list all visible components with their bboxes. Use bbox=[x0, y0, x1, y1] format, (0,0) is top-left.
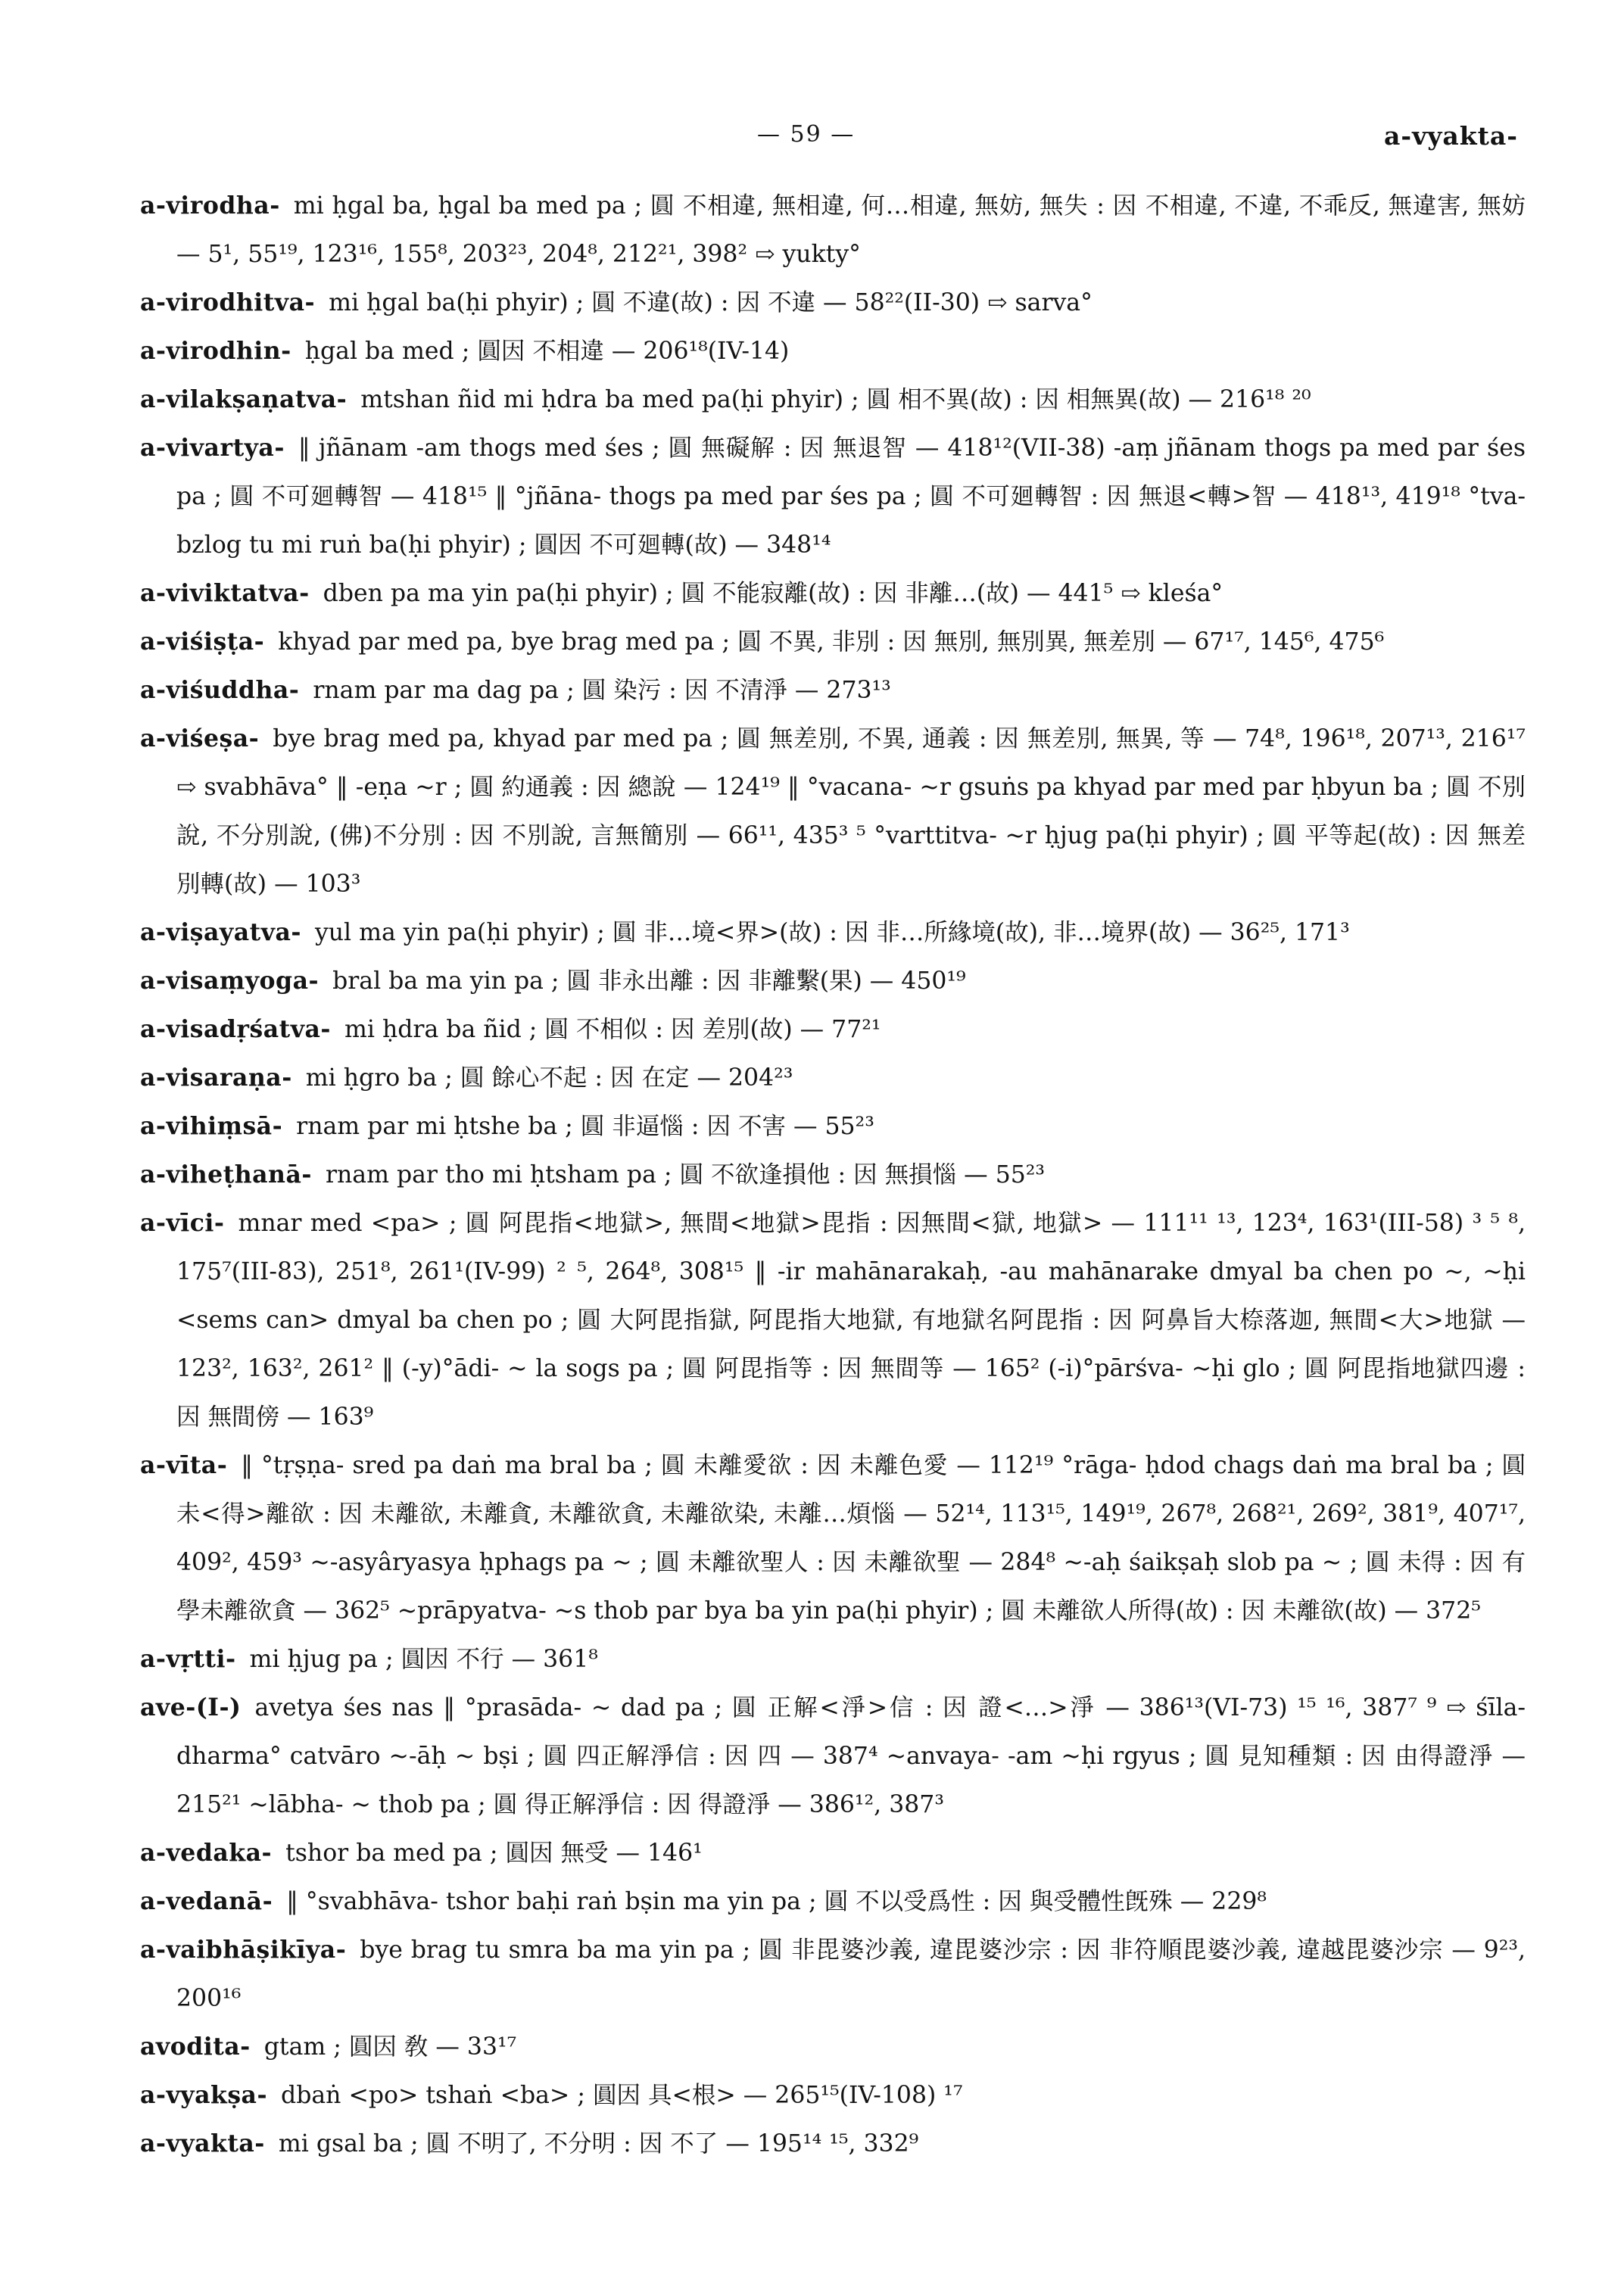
dictionary-entry bbox=[140, 2071, 1526, 2120]
dictionary-entry bbox=[140, 569, 1526, 618]
entry-headword: a-visaraṇa- bbox=[140, 1064, 292, 1092]
entry-headword: a-viviktatva- bbox=[140, 579, 310, 607]
dictionary-entry bbox=[140, 375, 1526, 424]
entry-body: tshor ba med pa ; 圓因 無受 — 146¹ bbox=[285, 1840, 703, 1867]
dictionary-entry bbox=[140, 1877, 1526, 1926]
dictionary-entries bbox=[140, 182, 1526, 2168]
entry-body: mi gsal ba ; 圓 不明了, 不分明 : 因 不了 — 195¹⁴ ¹⁵, 332⁹ bbox=[278, 2130, 919, 2157]
entry-body: mi ḥdra ba ñid ; 圓 不相似 : 因 差別(故) — 77²¹ bbox=[344, 1016, 881, 1043]
entry-headword: a-vedaka- bbox=[140, 1839, 273, 1867]
entry-body: bye brag med pa, khyad par med pa ; 圓 無差別, 不異, 通義 : 因 無差別, 無異, 等 — 74⁸, 196¹⁸, 207¹³, 216¹⁷ ⇨ svabhāva° ‖ -eṇa ~r ; 圓 約通義 : 因 總說 — 124¹⁹ ‖ °vacana- ~r gsuṅs pa khyad par med par ḥbyun ba ; 圓 不別說, 不分別說, (佛)不分別 : 因 不別說, 言無簡別 — 66¹¹, 435³ ⁵ °varttitva- ~r ḥjug pa(ḥi phyir) ; 圓 平等起(故) : 因 無差別轉(故) — 103³ bbox=[176, 725, 1526, 898]
entry-body: mi ḥgro ba ; 圓 餘心不起 : 因 在定 — 204²³ bbox=[305, 1064, 793, 1092]
entry-headword: a-viśuddha- bbox=[140, 676, 300, 704]
entry-headword: a-vṛtti- bbox=[140, 1645, 236, 1673]
entry-body: rnam par mi ḥtshe ba ; 圓 非逼惱 : 因 不害 — 55²³ bbox=[296, 1113, 874, 1140]
dictionary-entry bbox=[140, 666, 1526, 715]
entry-body: mi ḥgal ba(ḥi phyir) ; 圓 不違(故) : 因 不違 — 58²²(II-30) ⇨ sarva° bbox=[329, 289, 1093, 316]
entry-body: dbaṅ <po> tshaṅ <ba> ; 圓因 具<根> — 265¹⁵(IV-108) ¹⁷ bbox=[281, 2082, 963, 2109]
entry-headword: a-vedanā- bbox=[140, 1887, 273, 1915]
entry-headword: a-viṣayatva- bbox=[140, 918, 301, 946]
entry-body: khyad par med pa, bye brag med pa ; 圓 不異, 非別 : 因 無別, 無別異, 無差別 — 67¹⁷, 145⁶, 475⁶ bbox=[278, 628, 1385, 656]
dictionary-entry bbox=[140, 424, 1526, 569]
entry-body: bye brag tu smra ba ma yin pa ; 圓 非毘婆沙義, 違毘婆沙宗 : 因 非符順毘婆沙義, 違越毘婆沙宗 — 9²³, 200¹⁶ bbox=[176, 1936, 1526, 2012]
dictionary-entry bbox=[140, 1441, 1526, 1635]
dictionary-entry bbox=[140, 618, 1526, 666]
entry-headword: a-viheṭhanā- bbox=[140, 1161, 312, 1189]
dictionary-entry bbox=[140, 2023, 1526, 2071]
dictionary-entry bbox=[140, 1635, 1526, 1684]
dictionary-entry bbox=[140, 715, 1526, 908]
entry-body: mi ḥgal ba, ḥgal ba med pa ; 圓 不相違, 無相違, 何…相違, 無妨, 無失 : 因 不相違, 不違, 不乖反, 無違害, 無妨 — 5¹, 55¹⁹, 123¹⁶, 155⁸, 203²³, 204⁸, 212²¹, 398² ⇨ yukty° bbox=[176, 192, 1526, 268]
entry-headword: a-visaṃyoga- bbox=[140, 967, 320, 995]
entry-body: rnam par ma dag pa ; 圓 染污 : 因 不清淨 — 273¹³ bbox=[313, 677, 891, 704]
entry-headword: a-vīci- bbox=[140, 1209, 225, 1237]
dictionary-entry bbox=[140, 327, 1526, 375]
dictionary-entry bbox=[140, 1199, 1526, 1441]
dictionary-entry bbox=[140, 182, 1526, 279]
entry-body: ‖ jñānam -am thogs med śes ; 圓 無礙解 : 因 無退智 — 418¹²(VII-38) -aṃ jñānam thogs pa med par śes pa ; 圓 不可廻轉智 — 418¹⁵ ‖ °jñāna- thogs pa med par śes pa ; 圓 不可廻轉智 : 因 無退<轉>智 — 418¹³, 419¹⁸ °tva- bzlog tu mi ruṅ ba(ḥi phyir) ; 圓因 不可廻轉(故) — 348¹⁴ bbox=[176, 435, 1526, 559]
dictionary-entry bbox=[140, 1005, 1526, 1054]
dictionary-entry bbox=[140, 1151, 1526, 1199]
entry-headword: a-vihiṃsā- bbox=[140, 1112, 283, 1140]
entry-headword: a-viśiṣṭa- bbox=[140, 628, 265, 656]
entry-headword: a-vivartya- bbox=[140, 434, 285, 462]
entry-body: avetya śes nas ‖ °prasāda- ~ dad pa ; 圓 正解<淨>信 : 因 證<…>淨 — 386¹³(VI-73) ¹⁵ ¹⁶, 387⁷ ⁹ ⇨ śīla-dharma° catvāro ~-āḥ ~ bṣi ; 圓 四正解淨信 : 因 四 — 387⁴ ~anvaya- -am ~ḥi rgyus ; 圓 見知種類 : 因 由得證淨 — 215²¹ ~lābha- ~ thob pa ; 圓 得正解淨信 : 因 得證淨 — 386¹², 387³ bbox=[176, 1694, 1526, 1818]
entry-body: mtshan ñid mi ḥdra ba med pa(ḥi phyir) ; 圓 相不異(故) : 因 相無異(故) — 216¹⁸ ²⁰ bbox=[360, 386, 1311, 413]
dictionary-entry bbox=[140, 957, 1526, 1005]
entry-headword: ave-(I-) bbox=[140, 1693, 242, 1721]
dictionary-entry bbox=[140, 1102, 1526, 1151]
entry-headword: a-vīta- bbox=[140, 1451, 228, 1479]
dictionary-entry bbox=[140, 1829, 1526, 1877]
entry-body: ‖ °svabhāva- tshor baḥi raṅ bṣin ma yin pa ; 圓 不以受爲性 : 因 與受體性旣殊 — 229⁸ bbox=[286, 1888, 1267, 1915]
dictionary-entry bbox=[140, 1926, 1526, 2023]
page-number: — 59 — bbox=[757, 121, 856, 148]
entry-headword: a-virodha- bbox=[140, 192, 280, 220]
entry-headword: a-vilakṣaṇatva- bbox=[140, 385, 348, 413]
entry-headword: a-virodhin- bbox=[140, 337, 291, 365]
entry-headword: a-vaibhāṣikīya- bbox=[140, 1936, 347, 1964]
dictionary-entry bbox=[140, 1054, 1526, 1102]
entry-headword: avodita- bbox=[140, 2033, 251, 2061]
dictionary-entry bbox=[140, 2120, 1526, 2168]
page-header bbox=[0, 121, 1624, 167]
entry-body: rnam par tho mi ḥtsham pa ; 圓 不欲逢損他 : 因 無損惱 — 55²³ bbox=[325, 1161, 1046, 1189]
entry-body: bral ba ma yin pa ; 圓 非永出離 : 因 非離繫(果) — 450¹⁹ bbox=[332, 967, 966, 995]
dictionary-entry bbox=[140, 908, 1526, 957]
entry-headword: a-vyakta- bbox=[140, 2129, 265, 2157]
entry-body: gtam ; 圓因 敎 — 33¹⁷ bbox=[263, 2033, 517, 2061]
entry-body: mi ḥjug pa ; 圓因 不行 — 361⁸ bbox=[249, 1646, 598, 1673]
entry-body: dben pa ma yin pa(ḥi phyir) ; 圓 不能寂離(故) : 因 非離…(故) — 441⁵ ⇨ kleśa° bbox=[323, 580, 1223, 607]
dictionary-entry bbox=[140, 279, 1526, 327]
running-head: a-vyakta- bbox=[1384, 121, 1518, 151]
entry-headword: a-viśeṣa- bbox=[140, 724, 260, 752]
entry-headword: a-virodhitva- bbox=[140, 288, 316, 316]
entry-headword: a-visadṛśatva- bbox=[140, 1015, 332, 1043]
entry-body: ḥgal ba med ; 圓因 不相違 — 206¹⁸(IV-14) bbox=[304, 338, 790, 365]
entry-headword: a-vyakṣa- bbox=[140, 2081, 268, 2109]
entry-body: mnar med <pa> ; 圓 阿毘指<地獄>, 無間<地獄>毘指 : 因無間<獄, 地獄> — 111¹¹ ¹³, 123⁴, 163¹(III-58) ³ ⁵ ⁸, 175⁷(III-83), 251⁸, 261¹(IV-99) ² ⁵, 264⁸, 308¹⁵ ‖ -ir mahānarakaḥ, -au mahānarake dmyal ba chen po ~, ~ḥi <sems can> dmyal ba chen po ; 圓 大阿毘指獄, 阿毘指大地獄, 有地獄名阿毘指 : 因 阿鼻旨大㮈落迦, 無間<大>地獄 — 123², 163², 261² ‖ (-y)°ādi- ~ la sogs pa ; 圓 阿毘指等 : 因 無間等 — 165² (-i)°pārśva- ~ḥi glo ; 圓 阿毘指地獄四邊 : 因 無間傍 — 163⁹ bbox=[176, 1210, 1526, 1431]
entry-body: yul ma yin pa(ḥi phyir) ; 圓 非…境<界>(故) : 因 非…所緣境(故), 非…境界(故) — 36²⁵, 171³ bbox=[314, 919, 1350, 946]
entry-body: ‖ °tṛṣṇa- sred pa daṅ ma bral ba ; 圓 未離愛欲 : 因 未離色愛 — 112¹⁹ °rāga- ḥdod chags daṅ ma bral ba ; 圓 未<得>離欲 : 因 未離欲, 未離貪, 未離欲貪, 未離欲染, 未離…煩惱 — 52¹⁴, 113¹⁵, 149¹⁹, 267⁸, 268²¹, 269², 381⁹, 407¹⁷, 409², 459³ ~-asyâryasya ḥphags pa ~ ; 圓 未離欲聖人 : 因 未離欲聖 — 284⁸ ~-aḥ śaikṣaḥ slob pa ~ ; 圓 未得 : 因 有學未離欲貪 — 362⁵ ~prāpyatva- ~s thob par bya ba yin pa(ḥi phyir) ; 圓 未離欲人所得(故) : 因 未離欲(故) — 372⁵ bbox=[176, 1452, 1526, 1625]
dictionary-entry bbox=[140, 1684, 1526, 1829]
